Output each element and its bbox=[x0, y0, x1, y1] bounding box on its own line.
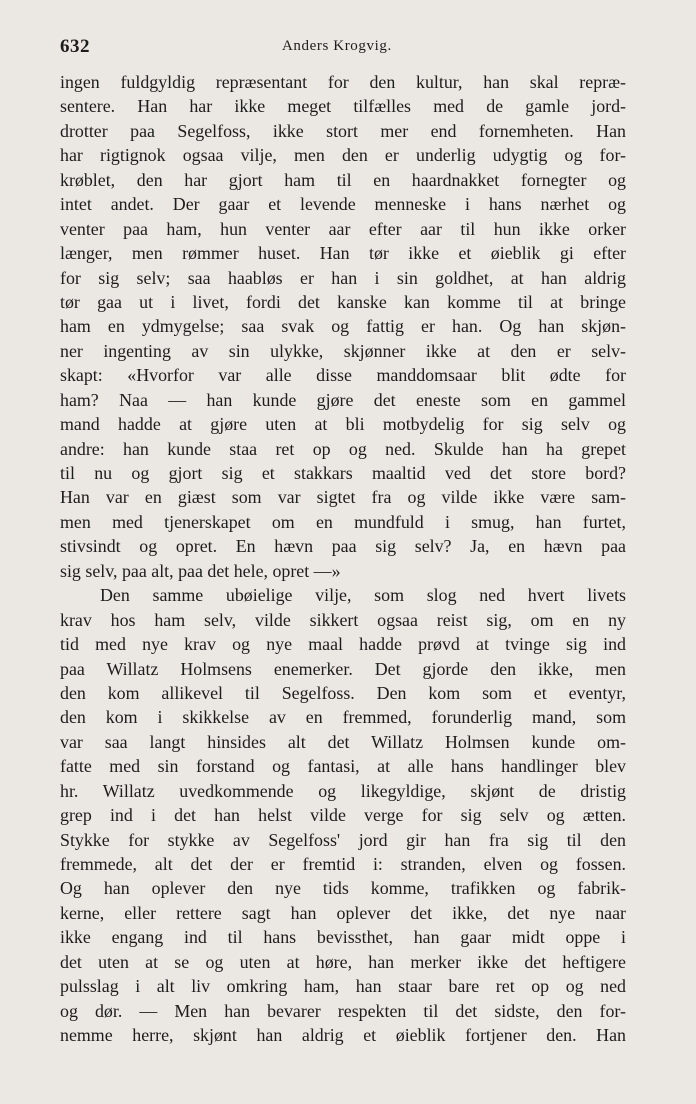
text-line: men med tjenerskapet om en mundfuld i smug, han furtet, bbox=[60, 511, 626, 532]
text-line: det uten at se og uten at høre, han merker ikke det heftigere bbox=[60, 951, 626, 972]
text-line: har rigtignok ogsaa vilje, men den er underlig udygtig og for- bbox=[60, 145, 626, 166]
text-line: tid med nye krav og nye maal hadde prøvd at tvinge sig ind bbox=[60, 634, 626, 655]
text-line: venter paa ham, hun venter aar efter aar til hun ikke orker bbox=[60, 218, 626, 239]
body-text bbox=[60, 70, 626, 1048]
text-line: drotter paa Segelfoss, ikke stort mer end fornemheten. Han bbox=[60, 120, 626, 141]
text-line: sentere. Han har ikke meget tilfælles med de gamle jord- bbox=[60, 96, 626, 117]
text-line: mand hadde at gjøre uten at bli motbydelig for sig selv og bbox=[60, 414, 626, 435]
text-line: Han var en giæst som var sigtet fra og vilde ikke være sam- bbox=[60, 487, 626, 508]
text-line: paa Willatz Holmsens enemerker. Det gjorde den ikke, men bbox=[60, 658, 626, 679]
text-line: sig selv, paa alt, paa det hele, opret —» bbox=[60, 560, 341, 581]
text-line: og dør. — Men han bevarer respekten til det sidste, den for- bbox=[60, 1000, 626, 1021]
text-line: nemme herre, skjønt han aldrig et øieblik fortjener den. Han bbox=[60, 1025, 626, 1046]
text-line: var saa langt hinsides alt det Willatz Holmsen kunde om- bbox=[60, 731, 626, 752]
text-line: fremmede, alt det der er fremtid i: stranden, elven og fossen. bbox=[60, 854, 626, 874]
text-line: for sig selv; saa haabløs er han i sin goldhet, at han aldrig bbox=[60, 267, 626, 288]
text-line: krav hos ham selv, vilde sikkert ogsaa reist sig, om en ny bbox=[60, 609, 626, 630]
text-line: hr. Willatz uvedkommende og likegyldige, skjønt de dristig bbox=[60, 780, 626, 801]
text-line: pulsslag i alt liv omkring ham, han staar bare ret op og ned bbox=[60, 976, 626, 997]
text-line: intet andet. Der gaar et levende menneske i hans nærhet og bbox=[60, 194, 626, 215]
text-line: ingen fuldgyldig repræsentant for den kultur, han skal repræ- bbox=[60, 72, 626, 92]
text-line: stivsindt og opret. En hævn paa sig selv? Ja, en hævn paa bbox=[60, 536, 626, 557]
text-line: andre: han kunde staa ret op og ned. Skulde han ha grepet bbox=[60, 438, 626, 459]
text-line: længer, men rømmer huset. Han tør ikke et øieblik gi efter bbox=[60, 243, 626, 264]
running-head: Anders Krogvig. bbox=[282, 38, 392, 54]
text-line: skapt: «Hvorfor var alle disse manddomsaar blit ødte for bbox=[60, 365, 626, 386]
page-header bbox=[60, 36, 630, 60]
text-line: den kom i skikkelse av en fremmed, forunderlig mand, som bbox=[60, 707, 626, 728]
text-line: til nu og gjort sig et stakkars maaltid ved det store bord? bbox=[60, 463, 626, 483]
text-line: ham? Naa — han kunde gjøre det eneste som en gammel bbox=[60, 389, 626, 410]
page-number: 632 bbox=[60, 36, 90, 57]
text-line: Og han oplever den nye tids komme, trafikken og fabrik- bbox=[60, 878, 626, 899]
text-line: den kom allikevel til Segelfoss. Den kom som et eventyr, bbox=[60, 682, 626, 703]
text-line: ham en ydmygelse; saa svak og fattig er han. Og han skjøn- bbox=[60, 316, 626, 337]
text-line: krøblet, den har gjort ham til en haardnakket fornegter og bbox=[60, 169, 626, 190]
text-line: kerne, eller rettere sagt han oplever det ikke, det nye naar bbox=[60, 902, 626, 923]
text-line: Den samme ubøielige vilje, som slog ned hvert livets bbox=[100, 585, 626, 606]
text-line: ner ingenting av sin ulykke, skjønner ikke at den er selv- bbox=[60, 340, 626, 361]
text-line: ikke engang ind til hans bevissthet, han gaar midt oppe i bbox=[60, 927, 626, 948]
text-line: Stykke for stykke av Segelfoss' jord gir han fra sig til den bbox=[60, 829, 626, 850]
text-line: tør gaa ut i livet, fordi det kanske kan komme til at bringe bbox=[60, 291, 626, 312]
text-line: fatte med sin forstand og fantasi, at alle hans handlinger blev bbox=[60, 756, 626, 777]
text-line: grep ind i det han helst vilde verge for sig selv og ætten. bbox=[60, 805, 626, 826]
